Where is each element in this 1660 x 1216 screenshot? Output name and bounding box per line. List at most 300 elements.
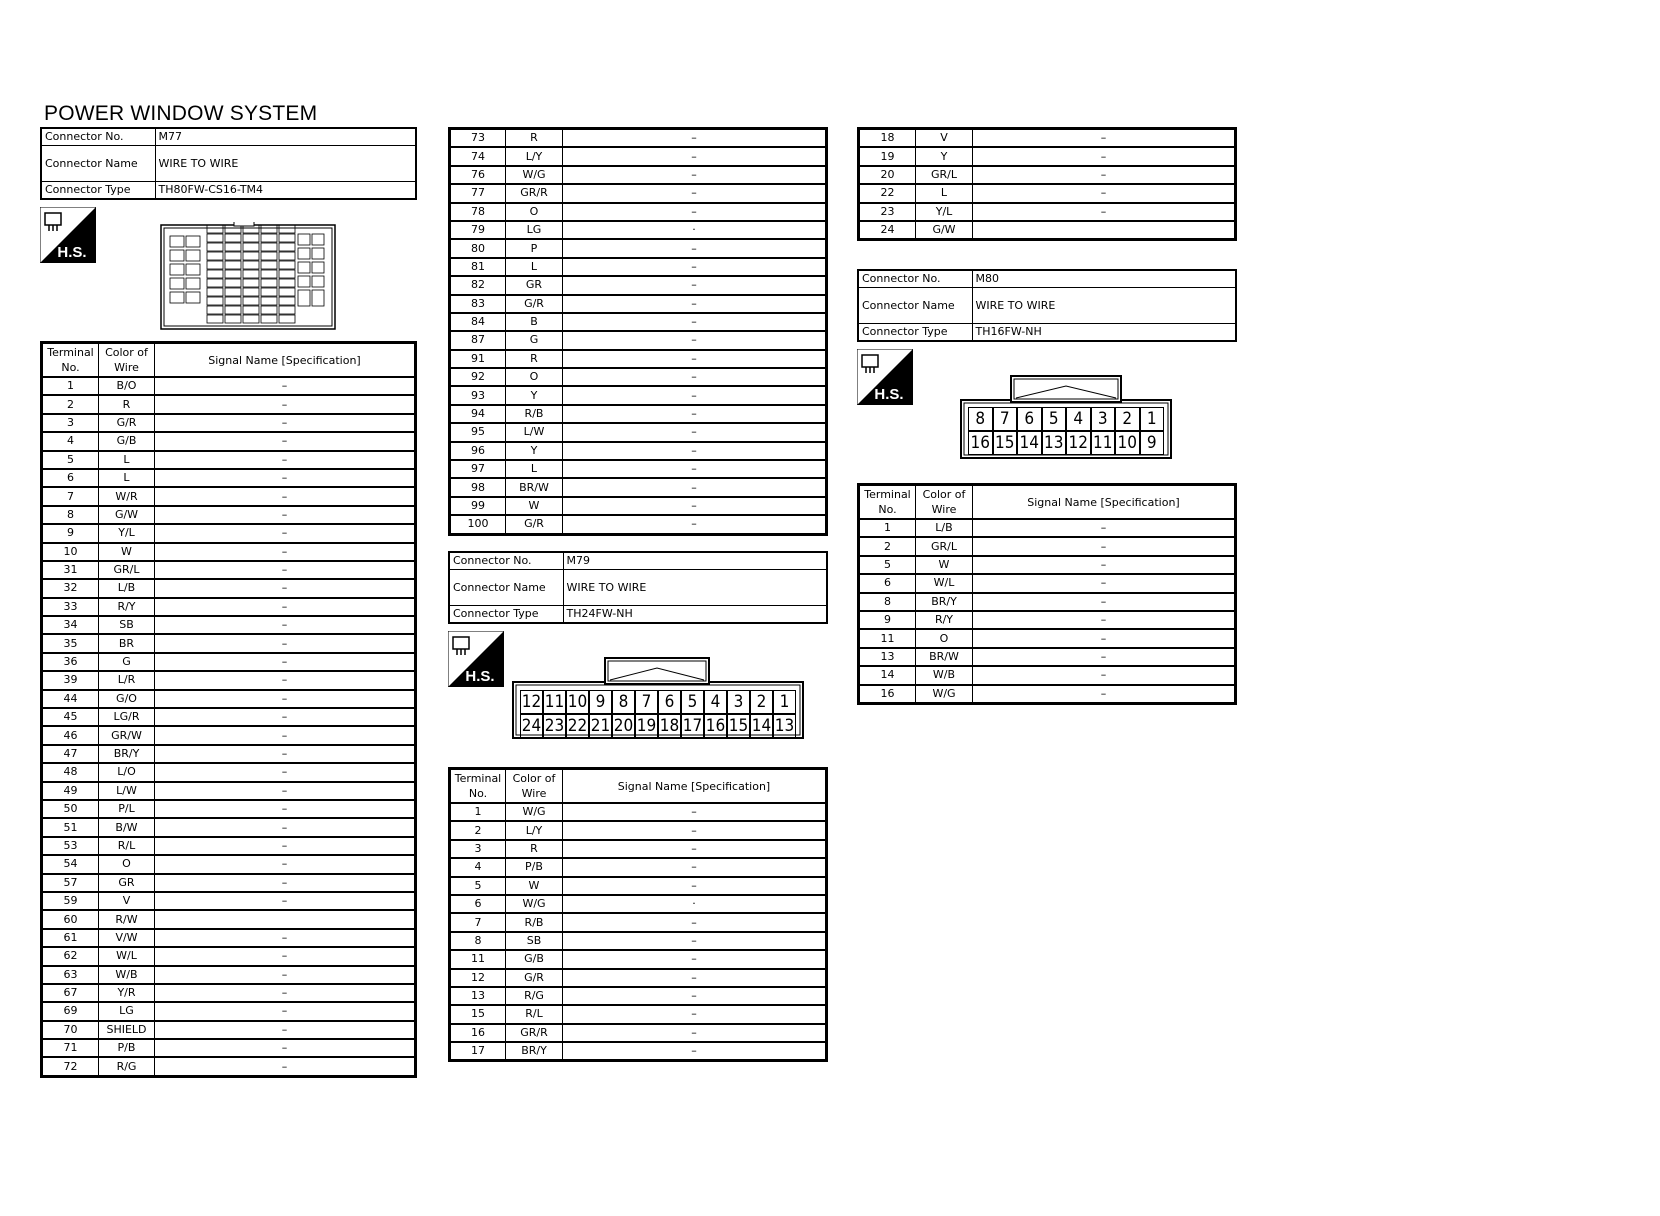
signal-name: –	[155, 1021, 416, 1039]
terminal-no: 4	[450, 858, 506, 876]
signal-name: –	[563, 147, 827, 165]
table-row	[450, 803, 827, 821]
terminal-no: 12	[450, 969, 506, 987]
terminal-no: 97	[450, 460, 506, 478]
wire-color: BR/W	[506, 478, 563, 496]
harness-side-icon	[40, 207, 96, 263]
signal-name: –	[563, 239, 827, 257]
wire-color: G/O	[99, 690, 155, 708]
connector-pin: 13	[1042, 431, 1067, 455]
wire-color: L/Y	[506, 147, 563, 165]
wire-color: R/B	[506, 913, 563, 931]
table-row	[450, 331, 827, 349]
terminal-no: 98	[450, 478, 506, 496]
table-row	[42, 782, 416, 800]
terminal-no: 6	[42, 469, 99, 487]
wire-color: L	[506, 258, 563, 276]
connector-pin: 13	[774, 716, 795, 736]
connector-pin: 1	[1140, 407, 1165, 431]
table-row	[42, 634, 416, 652]
wire-color: G	[506, 331, 563, 349]
table-row	[450, 987, 827, 1005]
wire-color: R/Y	[99, 598, 155, 616]
table-row	[450, 442, 827, 460]
table-row	[42, 984, 416, 1002]
wire-color: Y	[506, 386, 563, 404]
wire-color: P/B	[99, 1039, 155, 1057]
signal-name: –	[155, 1002, 416, 1020]
signal-name: –	[155, 800, 416, 818]
signal-name: –	[155, 543, 416, 561]
table-row	[42, 690, 416, 708]
terminal-no: 83	[450, 295, 506, 313]
wire-color: GR/W	[99, 726, 155, 744]
m80-type: TH16FW-NH	[972, 324, 1236, 342]
wire-color: P	[506, 239, 563, 257]
terminal-no: 47	[42, 745, 99, 763]
terminal-no: 16	[450, 1024, 506, 1042]
table-row	[450, 1005, 827, 1023]
signal-name: –	[155, 892, 416, 910]
signal-name: –	[563, 129, 827, 148]
signal-name: –	[155, 708, 416, 726]
label: Connector Type	[41, 182, 155, 200]
table-row	[42, 947, 416, 965]
signal-name	[155, 910, 416, 928]
table-row	[42, 414, 416, 432]
connector-pin: 6	[658, 690, 681, 714]
signal-name: –	[155, 837, 416, 855]
signal-name: –	[155, 966, 416, 984]
table-row	[450, 166, 827, 184]
wire-color: BR/Y	[506, 1042, 563, 1061]
terminal-no: 13	[450, 987, 506, 1005]
table-row	[42, 395, 416, 413]
signal-name: –	[563, 276, 827, 294]
hs-label: H.S.	[874, 386, 904, 403]
wire-color: W/G	[916, 685, 973, 704]
signal-name: –	[563, 478, 827, 496]
wire-color: R	[99, 395, 155, 413]
wire-color: W/B	[99, 966, 155, 984]
table-row	[450, 460, 827, 478]
terminal-no: 18	[859, 129, 916, 148]
wire-color: Y/L	[916, 203, 973, 221]
wire-color: V/W	[99, 929, 155, 947]
signal-name: –	[563, 1024, 827, 1042]
terminal-no: 96	[450, 442, 506, 460]
label: Connector Name	[449, 570, 563, 606]
wire-color: L	[99, 451, 155, 469]
signal-name: –	[563, 913, 827, 931]
table-row	[450, 258, 827, 276]
signal-name: –	[563, 258, 827, 276]
terminal-no: 74	[450, 147, 506, 165]
connector-pin: 2	[1115, 407, 1140, 431]
signal-name: –	[155, 524, 416, 542]
terminal-no: 79	[450, 221, 506, 239]
wire-color: R/L	[506, 1005, 563, 1023]
m79-name: WIRE TO WIRE	[563, 570, 827, 606]
signal-name: –	[973, 574, 1236, 592]
table-row	[859, 537, 1236, 555]
connector-pin: 9	[589, 690, 612, 714]
signal-name: –	[155, 855, 416, 873]
signal-name: –	[563, 313, 827, 331]
wire-color: W/L	[99, 947, 155, 965]
signal-name	[973, 221, 1236, 240]
connector-pin: 23	[544, 716, 565, 736]
connector-pin: 10	[1115, 431, 1140, 455]
terminal-no: 49	[42, 782, 99, 800]
signal-name: –	[563, 950, 827, 968]
signal-name: –	[155, 984, 416, 1002]
signal-name: –	[155, 634, 416, 652]
harness-side-icon	[448, 631, 504, 687]
signal-name: –	[155, 377, 416, 395]
signal-name: –	[973, 666, 1236, 684]
connector-pin: 1	[773, 690, 796, 714]
connector-pin: 15	[728, 716, 749, 736]
connector-pin: 18	[659, 716, 680, 736]
terminal-no: 1	[859, 519, 916, 537]
table-row	[450, 478, 827, 496]
table-row	[450, 423, 827, 441]
wire-color: W	[506, 877, 563, 895]
table-row	[859, 556, 1236, 574]
m77-connector-info	[40, 127, 417, 200]
label: Connector No.	[449, 552, 563, 570]
table-row	[42, 506, 416, 524]
m77-no: M77	[155, 128, 416, 146]
m77-name: WIRE TO WIRE	[155, 146, 416, 182]
signal-name: –	[563, 442, 827, 460]
signal-name: –	[155, 598, 416, 616]
table-row	[859, 685, 1236, 704]
terminal-no: 31	[42, 561, 99, 579]
signal-name: –	[563, 987, 827, 1005]
wire-color: R/W	[99, 910, 155, 928]
terminal-no: 34	[42, 616, 99, 634]
signal-name: –	[563, 877, 827, 895]
wire-color: R	[506, 129, 563, 148]
signal-name: ·	[563, 221, 827, 239]
wire-color: R/G	[506, 987, 563, 1005]
signal-name: –	[155, 469, 416, 487]
table-row	[42, 524, 416, 542]
table-row	[859, 129, 1236, 148]
terminal-no-header: Terminal No.	[859, 485, 916, 520]
signal-name: –	[155, 506, 416, 524]
terminal-no: 70	[42, 1021, 99, 1039]
signal-name: –	[973, 166, 1236, 184]
terminal-no: 91	[450, 350, 506, 368]
table-row	[859, 184, 1236, 202]
wire-color: W	[506, 497, 563, 515]
table-row	[859, 666, 1236, 684]
m80-terminal-table	[857, 483, 1237, 705]
m80-name: WIRE TO WIRE	[972, 288, 1236, 324]
connector-pin: 17	[682, 716, 703, 736]
signal-name: –	[973, 519, 1236, 537]
terminal-no: 93	[450, 386, 506, 404]
terminal-no: 7	[42, 487, 99, 505]
wire-color: GR/R	[506, 184, 563, 202]
terminal-no: 5	[859, 556, 916, 574]
table-row	[42, 1002, 416, 1020]
connector-pin: 15	[993, 431, 1018, 455]
table-row	[42, 763, 416, 781]
wire-color: L/B	[916, 519, 973, 537]
label: Connector Name	[41, 146, 155, 182]
table-row	[42, 800, 416, 818]
table-row	[450, 969, 827, 987]
harness-side-icon	[857, 349, 913, 405]
terminal-no: 92	[450, 368, 506, 386]
wire-color: G/R	[99, 414, 155, 432]
terminal-no: 84	[450, 313, 506, 331]
signal-header: Signal Name [Specification]	[563, 769, 827, 804]
wire-color: B/W	[99, 818, 155, 836]
terminal-no: 62	[42, 947, 99, 965]
wire-color: G/B	[99, 432, 155, 450]
terminal-no: 35	[42, 634, 99, 652]
connector-pin: 9	[1140, 431, 1165, 455]
signal-name: –	[563, 350, 827, 368]
connector-pin: 16	[705, 716, 726, 736]
wire-color: GR/R	[506, 1024, 563, 1042]
terminal-no: 99	[450, 497, 506, 515]
signal-name: ·	[563, 895, 827, 913]
wire-color: GR	[99, 874, 155, 892]
terminal-no: 10	[42, 543, 99, 561]
signal-name: –	[563, 184, 827, 202]
signal-name: –	[563, 497, 827, 515]
connector-pin: 7	[993, 407, 1018, 431]
terminal-no: 36	[42, 653, 99, 671]
connector-pin: 10	[567, 692, 588, 712]
table-row	[450, 821, 827, 839]
table-row	[42, 487, 416, 505]
table-row	[450, 913, 827, 931]
wire-color: L/W	[506, 423, 563, 441]
label: Connector Type	[449, 606, 563, 624]
terminal-no: 16	[859, 685, 916, 704]
terminal-no: 32	[42, 579, 99, 597]
connector-pin: 8	[968, 407, 993, 431]
wire-color: G	[99, 653, 155, 671]
table-row	[42, 579, 416, 597]
hs-label: H.S.	[465, 668, 495, 685]
wire-color: Y/R	[99, 984, 155, 1002]
table-row	[859, 166, 1236, 184]
color-header: Color of Wire	[99, 343, 155, 378]
wire-color: W/G	[506, 803, 563, 821]
signal-name: –	[155, 763, 416, 781]
connector-pin: 8	[612, 690, 635, 714]
connector-pin: 11	[544, 692, 565, 712]
wire-color: GR/L	[916, 166, 973, 184]
terminal-no: 81	[450, 258, 506, 276]
terminal-no: 2	[859, 537, 916, 555]
signal-name: –	[973, 611, 1236, 629]
terminal-no: 22	[859, 184, 916, 202]
terminal-no: 77	[450, 184, 506, 202]
terminal-no: 45	[42, 708, 99, 726]
m80-connector-info	[857, 269, 1237, 342]
wire-color: G/B	[506, 950, 563, 968]
wire-color: GR/L	[99, 561, 155, 579]
terminal-no: 8	[450, 932, 506, 950]
table-row	[450, 350, 827, 368]
table-row	[450, 405, 827, 423]
terminal-no: 67	[42, 984, 99, 1002]
table-row	[450, 1042, 827, 1061]
table-row	[450, 1024, 827, 1042]
connector-pin: 4	[1066, 407, 1091, 431]
table-row	[450, 386, 827, 404]
wire-color: G/R	[506, 295, 563, 313]
signal-name: –	[563, 331, 827, 349]
connector-pin: 20	[613, 716, 634, 736]
connector-pin: 21	[590, 716, 611, 736]
signal-name: –	[155, 561, 416, 579]
signal-name: –	[563, 515, 827, 534]
table-row	[42, 598, 416, 616]
signal-name: –	[563, 1042, 827, 1061]
wire-color: BR/Y	[916, 593, 973, 611]
table-row	[450, 497, 827, 515]
table-row	[42, 745, 416, 763]
terminal-no: 24	[859, 221, 916, 240]
connector-pin: 14	[1017, 431, 1042, 455]
m79-terminal-table-cont	[857, 127, 1237, 241]
table-row	[42, 1039, 416, 1057]
signal-name: –	[563, 460, 827, 478]
connector-pin: 12	[521, 692, 542, 712]
table-row	[450, 221, 827, 239]
terminal-no: 7	[450, 913, 506, 931]
wire-color: W/R	[99, 487, 155, 505]
terminal-no: 1	[42, 377, 99, 395]
wire-color: V	[99, 892, 155, 910]
signal-name: –	[155, 653, 416, 671]
wire-color: W	[99, 543, 155, 561]
table-row	[450, 877, 827, 895]
table-row	[42, 966, 416, 984]
wire-color: W/G	[506, 895, 563, 913]
connector-pin: 19	[636, 716, 657, 736]
m79-no: M79	[563, 552, 827, 570]
label: Connector Type	[858, 324, 972, 342]
wire-color: W/G	[506, 166, 563, 184]
signal-name: –	[155, 432, 416, 450]
signal-name: –	[563, 368, 827, 386]
signal-name: –	[155, 745, 416, 763]
terminal-no: 51	[42, 818, 99, 836]
terminal-no: 5	[42, 451, 99, 469]
terminal-no: 48	[42, 763, 99, 781]
table-row	[450, 184, 827, 202]
signal-name: –	[155, 726, 416, 744]
hs-label: H.S.	[57, 244, 87, 261]
wire-color: O	[506, 203, 563, 221]
terminal-no: 3	[42, 414, 99, 432]
wire-color: BR/W	[916, 648, 973, 666]
signal-name: –	[563, 405, 827, 423]
wire-color: L/Y	[506, 821, 563, 839]
signal-name: –	[155, 690, 416, 708]
terminal-no: 1	[450, 803, 506, 821]
connector-pin: 16	[968, 431, 993, 455]
label: Connector Name	[858, 288, 972, 324]
signal-name: –	[563, 803, 827, 821]
color-header: Color of Wire	[916, 485, 973, 520]
signal-name: –	[155, 874, 416, 892]
terminal-no: 76	[450, 166, 506, 184]
m79-type: TH24FW-NH	[563, 606, 827, 624]
wire-color: W/B	[916, 666, 973, 684]
wire-color: B/O	[99, 377, 155, 395]
wire-color: G/R	[506, 969, 563, 987]
signal-name: –	[973, 184, 1236, 202]
wire-color: SB	[99, 616, 155, 634]
table-row	[859, 611, 1236, 629]
terminal-no: 14	[859, 666, 916, 684]
signal-name: –	[973, 537, 1236, 555]
terminal-no: 39	[42, 671, 99, 689]
table-row	[859, 519, 1236, 537]
wire-color: L/W	[99, 782, 155, 800]
connector-pin: 12	[1066, 431, 1091, 455]
connector-pin: 5	[1042, 407, 1067, 431]
signal-name: –	[155, 451, 416, 469]
terminal-no-header: Terminal No.	[450, 769, 506, 804]
table-row	[42, 432, 416, 450]
wire-color: R/L	[99, 837, 155, 855]
terminal-no: 33	[42, 598, 99, 616]
wire-color: LG	[99, 1002, 155, 1020]
table-row	[450, 932, 827, 950]
terminal-no: 72	[42, 1057, 99, 1076]
m79-pin-grid	[520, 690, 796, 738]
signal-name: –	[155, 782, 416, 800]
terminal-no: 73	[450, 129, 506, 148]
table-row	[450, 129, 827, 148]
table-row	[42, 708, 416, 726]
table-row	[42, 855, 416, 873]
signal-name: –	[155, 395, 416, 413]
terminal-no: 2	[42, 395, 99, 413]
wire-color: L/R	[99, 671, 155, 689]
terminal-no: 3	[450, 840, 506, 858]
terminal-no: 63	[42, 966, 99, 984]
terminal-no: 11	[859, 629, 916, 647]
signal-name: –	[973, 147, 1236, 165]
connector-pin: 14	[751, 716, 772, 736]
table-row	[859, 593, 1236, 611]
signal-header: Signal Name [Specification]	[973, 485, 1236, 520]
connector-pin: 7	[635, 690, 658, 714]
signal-name: –	[563, 386, 827, 404]
signal-name: –	[155, 616, 416, 634]
signal-name: –	[563, 821, 827, 839]
table-row	[42, 929, 416, 947]
signal-name: –	[973, 129, 1236, 148]
terminal-no: 6	[859, 574, 916, 592]
terminal-no: 57	[42, 874, 99, 892]
wire-color: P/L	[99, 800, 155, 818]
